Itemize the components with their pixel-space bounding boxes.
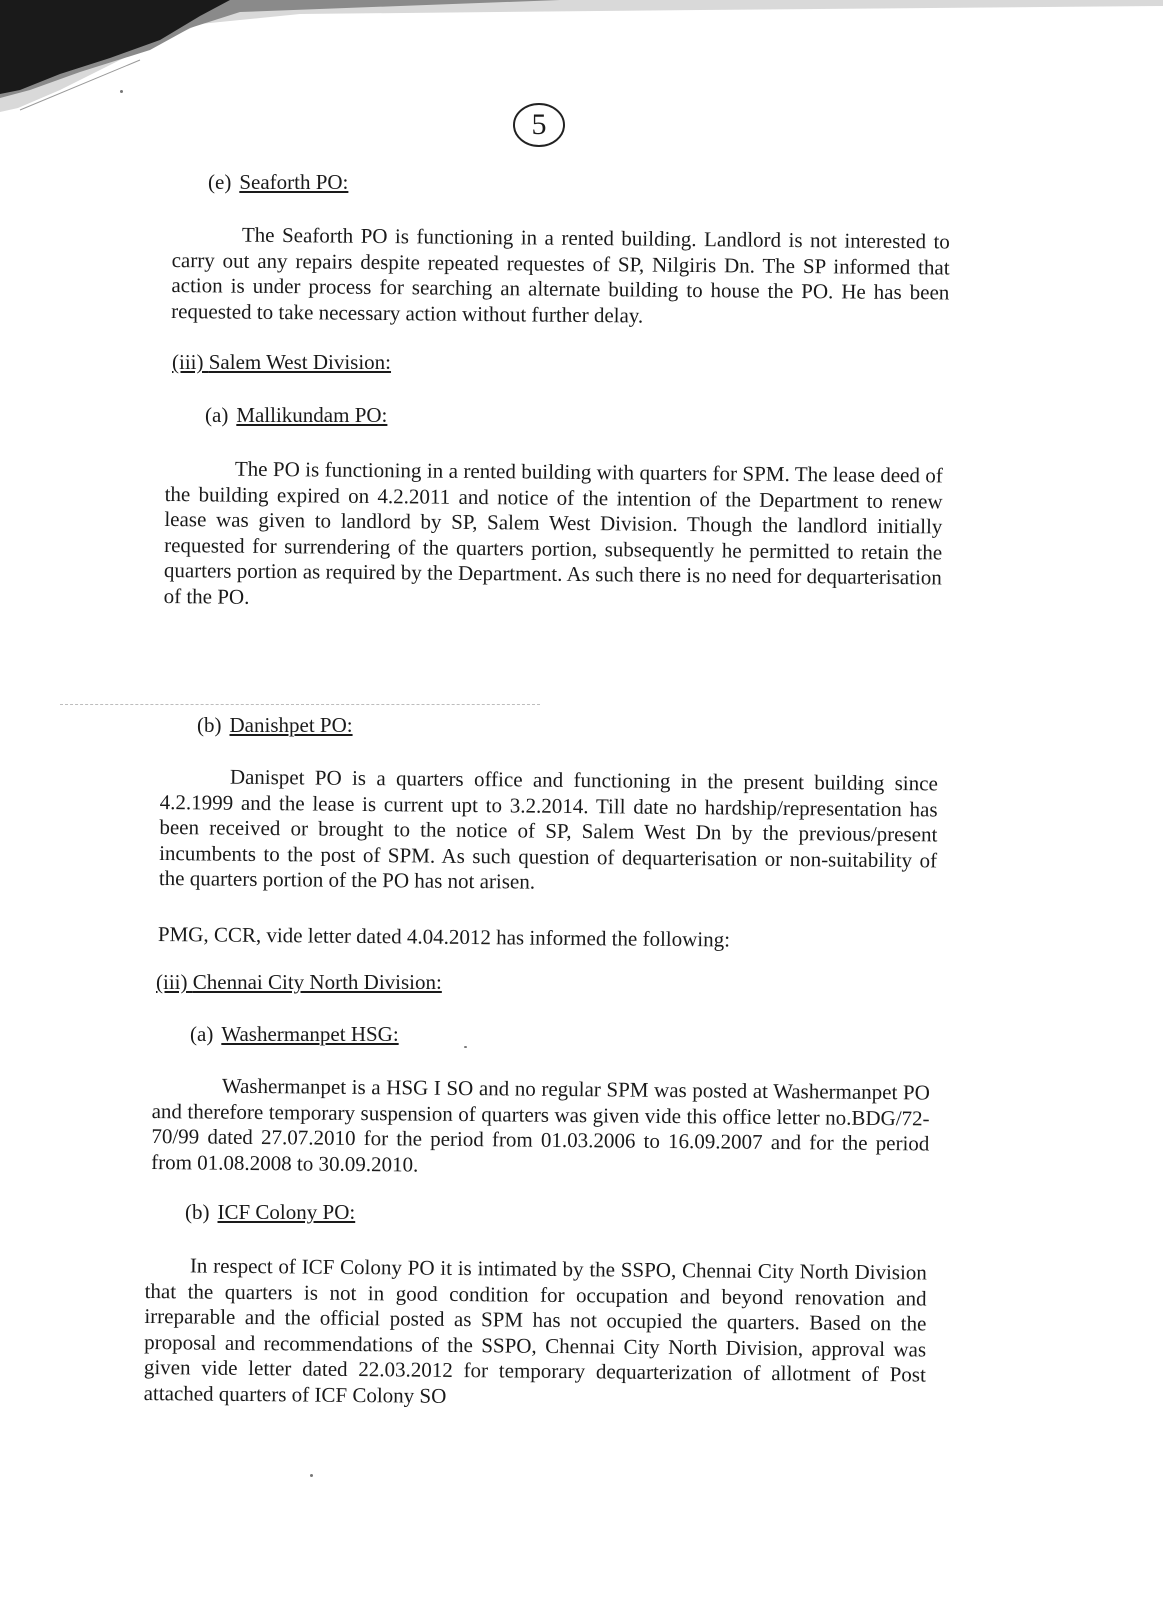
- heading-prefix: (a): [190, 1022, 214, 1046]
- heading-prefix: (b): [197, 713, 222, 737]
- page-number-text: 5: [531, 108, 547, 141]
- heading-prefix: (a): [205, 403, 229, 427]
- heading-prefix: (iii): [172, 350, 204, 374]
- paragraph-seaforth: [171, 222, 950, 331]
- pmg-note: PMG, CCR, vide letter dated 4.04.2012 has informed the following:: [157, 922, 731, 952]
- paragraph-text: The Seaforth PO is functioning in a rented building. Landlord is not interested to carry out any repairs despite repeated requestes of SP, Nilgiris Dn. The SP informed that action is under process for searching an alternate building to house the PO. He has been requested to take necessary action without further delay.: [171, 222, 950, 328]
- heading-salem-west-division: [172, 350, 391, 375]
- paragraph-mallikundam: [164, 456, 943, 616]
- paragraph-danishpet: [159, 764, 938, 899]
- heading-title: ICF Colony PO:: [217, 1200, 356, 1224]
- heading-mallikundam-po: [205, 403, 387, 428]
- heading-title: Seaforth PO:: [239, 170, 349, 194]
- heading-icf-colony-po: [185, 1200, 355, 1225]
- scan-speck: [464, 1046, 467, 1048]
- paragraph-text: Danispet PO is a quarters office and functioning in the present building since 4.2.1999 and the lease is current upt to 3.2.2014. Till date no hardship/representation has been received or brought to the notice of SP, Salem West Dn by the previous/present incumbents to the post of SPM. As such question of dequarterisation or non-suitability of the quarters portion of the PO has not arisen.: [158, 764, 938, 894]
- heading-seaforth-po: [208, 170, 348, 195]
- heading-title: Washermanpet HSG:: [221, 1022, 399, 1046]
- paragraph-text: In respect of ICF Colony PO it is intimated by the SSPO, Chennai City North Division that the quarters is not in good condition for occupation and beyond renovation and irreparable and the official posted as SPM has not occupied the quarters. Based on the proposal and recommendations of the SSPO, Chennai City North Division, approval was given vide letter dated 22.03.2012 for temporary dequarterization of allotment of Post attached quarters of ICF Colony SO: [143, 1253, 927, 1408]
- heading-title: Salem West Division:: [208, 350, 392, 374]
- heading-prefix: (b): [185, 1200, 210, 1224]
- heading-chennai-city-north-division: [156, 970, 442, 995]
- paragraph-text: The PO is functioning in a rented building with quarters for SPM. The lease deed of the building expired on 4.2.2011 and notice of the intention of the Department to renew lease was given to landlord by SP, Salem West Division. Though the landlord initially requested for surrendering of the quarters portion, subsequently he permitted to retain the quarters portion as required by the Department. As such there is no need for dequarterisation of the PO.: [163, 456, 943, 609]
- heading-prefix: (iii): [156, 970, 188, 994]
- paragraph-washermanpet: [151, 1073, 930, 1182]
- scan-speck: [120, 90, 123, 93]
- heading-title: Mallikundam PO:: [236, 403, 388, 427]
- page-number: [510, 100, 568, 150]
- heading-title: Danishpet PO:: [229, 713, 353, 737]
- scan-corner-shadow: [0, 0, 1163, 130]
- paragraph-icf-colony: [144, 1253, 927, 1413]
- paragraph-text: Washermanpet is a HSG I SO and no regular SPM was posted at Washermanpet PO and therefore temporary suspension of quarters was given vide this office letter no.BDG/72-70/99 dated 27.07.2010 for the period from 01.03.2006 to 16.09.2007 and for the period from 01.08.2008 to 30.09.2010.: [151, 1073, 930, 1177]
- heading-title: Chennai City North Division:: [192, 970, 442, 994]
- scan-speck: [310, 1474, 313, 1477]
- scan-dashed-rule: [60, 704, 540, 705]
- heading-washermanpet-hsg: [190, 1022, 399, 1047]
- heading-danishpet-po: [197, 713, 353, 738]
- heading-prefix: (e): [208, 170, 232, 194]
